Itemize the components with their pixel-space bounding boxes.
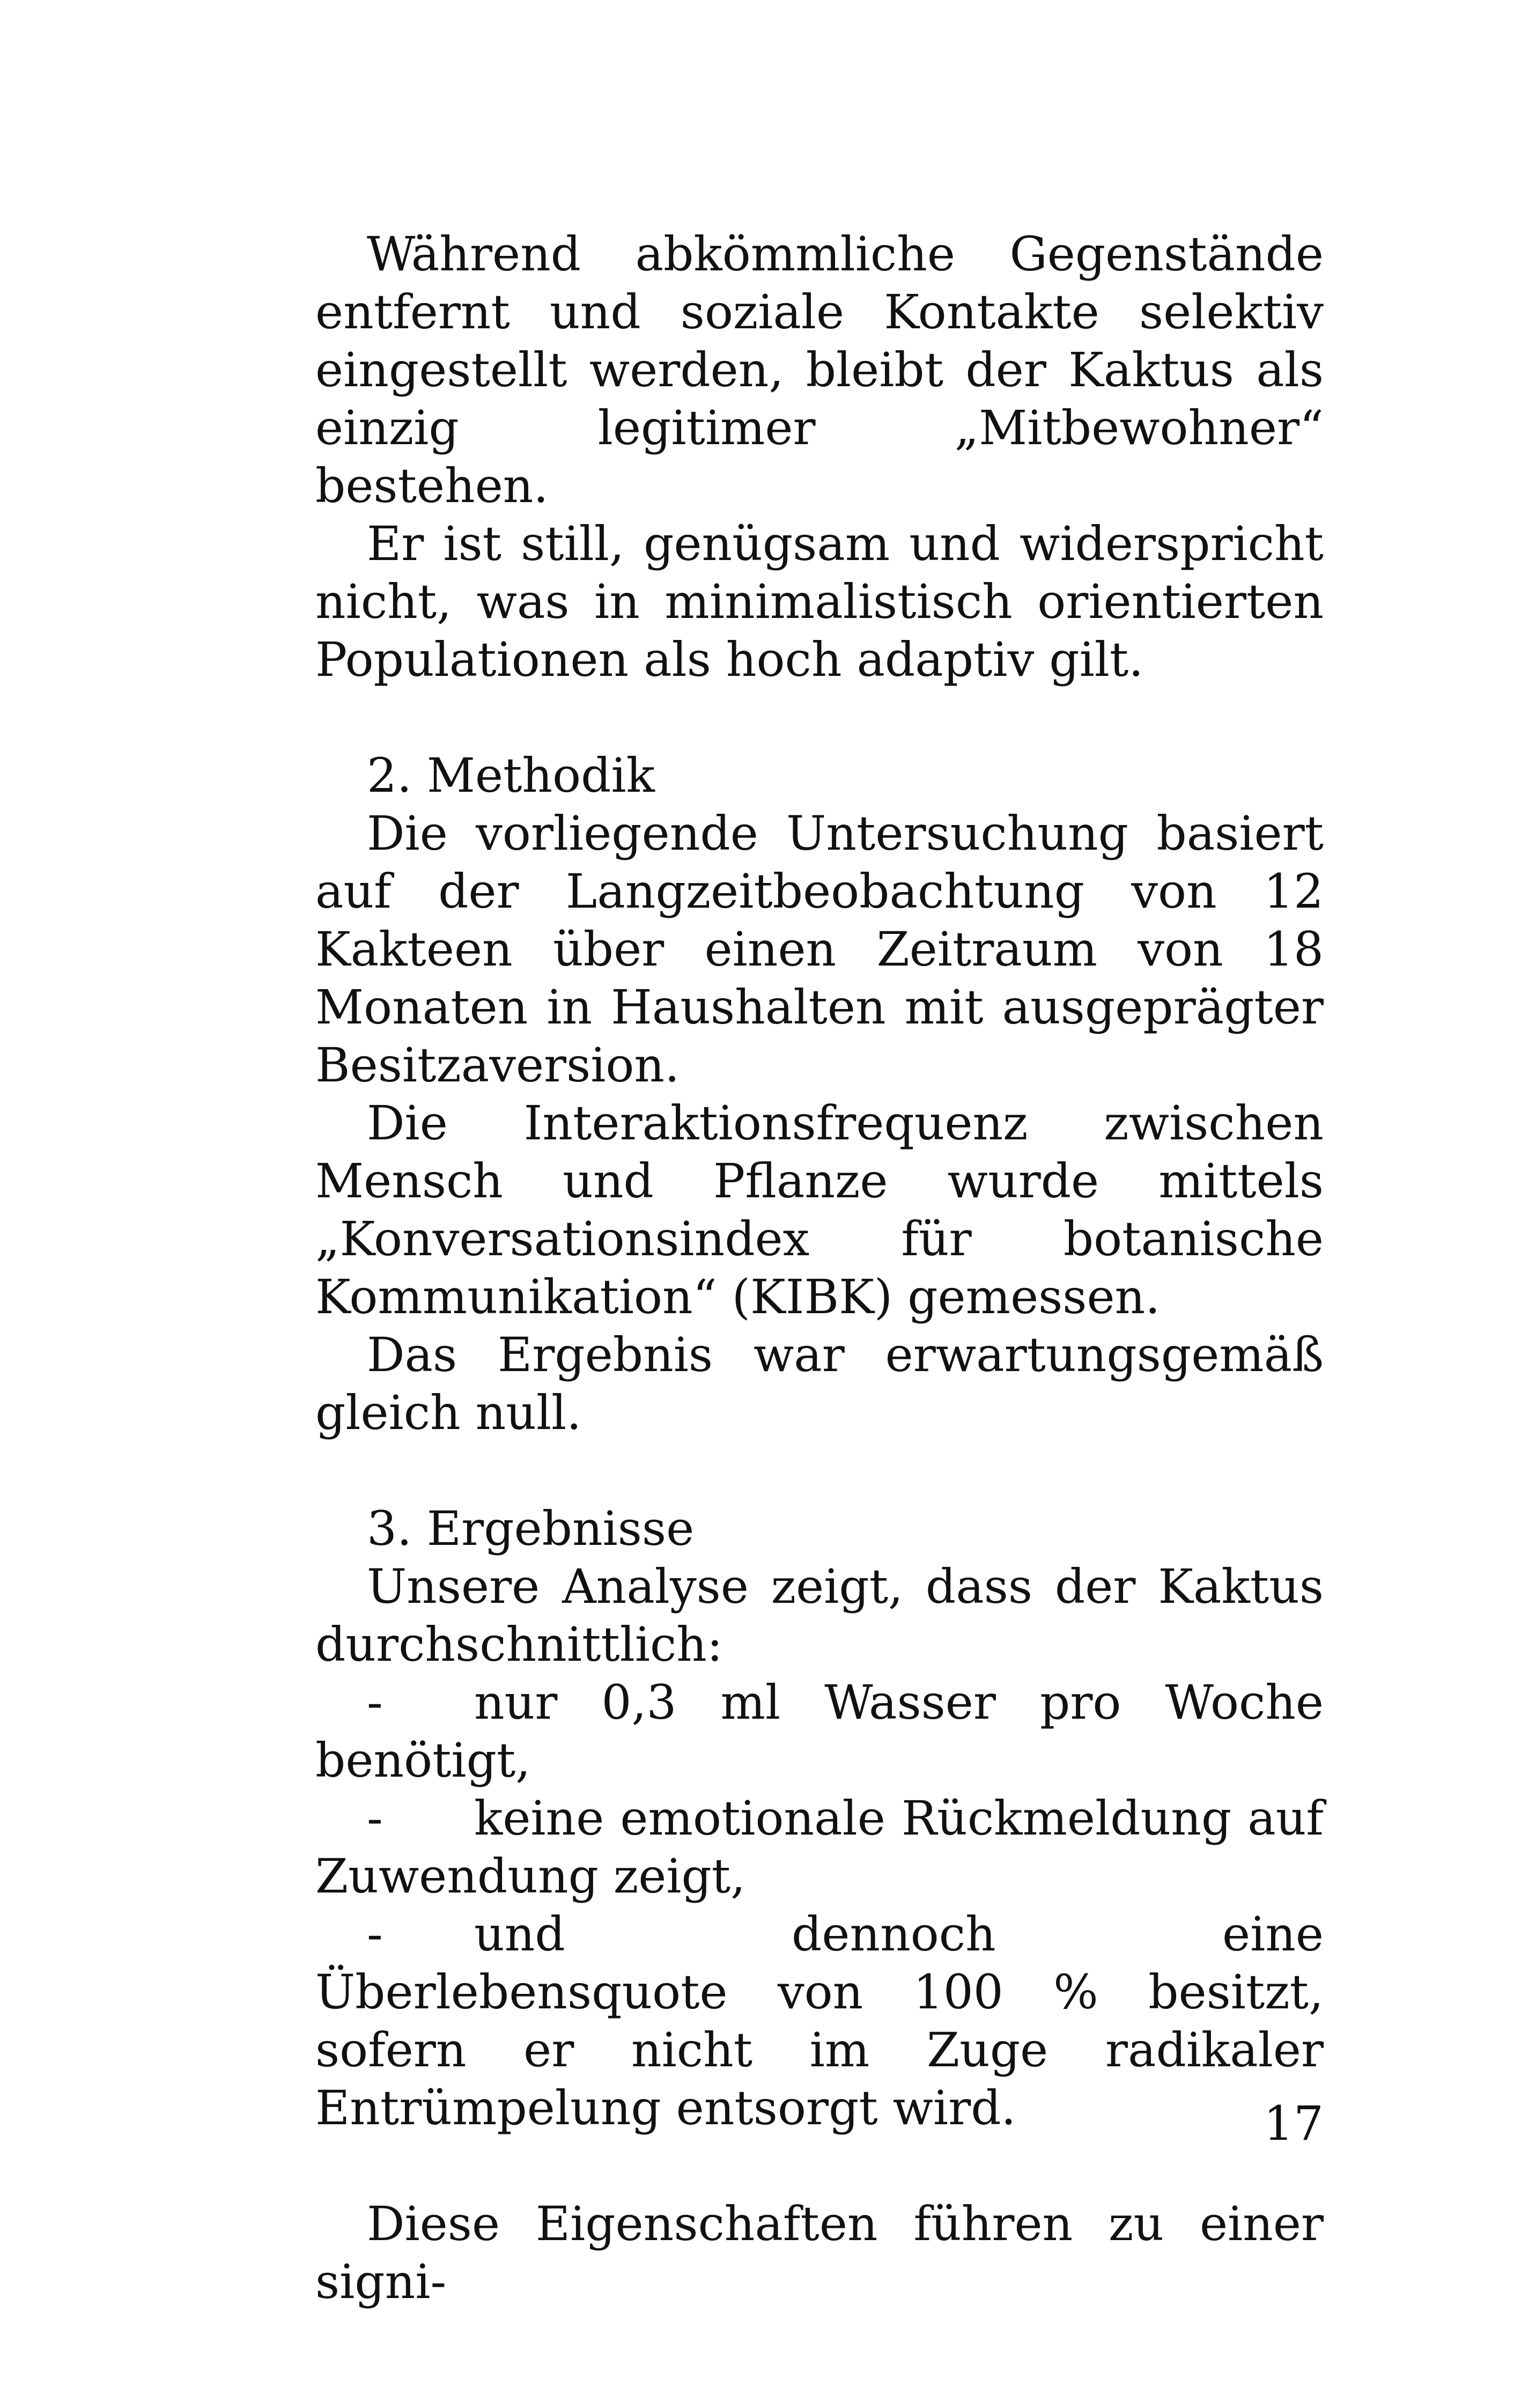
spacer xyxy=(315,1442,1324,1500)
list-marker: - xyxy=(367,1675,383,1730)
list-item-text: und dennoch eine Überlebensquote von 100 % besitzt, sofern er nicht im Zuge radikaler Entrümpelung entsorgt wird. xyxy=(315,1906,1324,2135)
list-item-text: keine emotionale Rückmeldung auf Zuwendung zeigt, xyxy=(315,1791,1324,1904)
list-marker: - xyxy=(367,1791,383,1846)
paragraph-5: Das Ergebnis war erwartungsgemäß gleich null. xyxy=(315,1327,1324,1440)
paragraph-7: Diese Eigenschaften führen zu einer signi- xyxy=(315,2196,1324,2309)
paragraph-1: Während abkömmliche Gegenstände entfernt und soziale Kontakte selektiv eingestellt werden, bleibt der Kaktus als einzig legitimer „Mitbewohner“ bestehen. xyxy=(315,226,1324,513)
list-marker: - xyxy=(367,1906,383,1962)
list-item-1 xyxy=(315,1674,1324,1790)
list-item-2 xyxy=(315,1790,1324,1905)
paragraph-4: Die Interaktionsfrequenz zwischen Mensch und Pflanze wurde mittels „Konversationsindex für botanische Kommunikation“ (KIBK) gemessen. xyxy=(315,1095,1324,1324)
page-number: 17 xyxy=(1264,2096,1324,2151)
list-item-3 xyxy=(315,1905,1324,2137)
list-item-text: nur 0,3 ml Wasser pro Woche benötigt, xyxy=(315,1675,1324,1788)
paragraph-6: Unsere Analyse zeigt, dass der Kaktus durchschnittlich: xyxy=(315,1559,1324,1672)
paragraph-3: Die vorliegende Untersuchung basiert auf der Langzeitbeobachtung von 12 Kakteen über einen Zeitraum von 18 Monaten in Haushalten mit ausgeprägter Besitzaversion. xyxy=(315,806,1324,1093)
spacer xyxy=(315,689,1324,747)
section-heading-ergebnisse: 3. Ergebnisse xyxy=(367,1501,695,1556)
paragraph-2: Er ist still, genügsam und widerspricht nicht, was in minimalistisch orientierten Populationen als hoch adaptiv gilt. xyxy=(315,516,1324,687)
body-text xyxy=(315,225,1324,2311)
spacer xyxy=(315,2137,1324,2195)
section-heading-methodik: 2. Methodik xyxy=(367,748,655,803)
